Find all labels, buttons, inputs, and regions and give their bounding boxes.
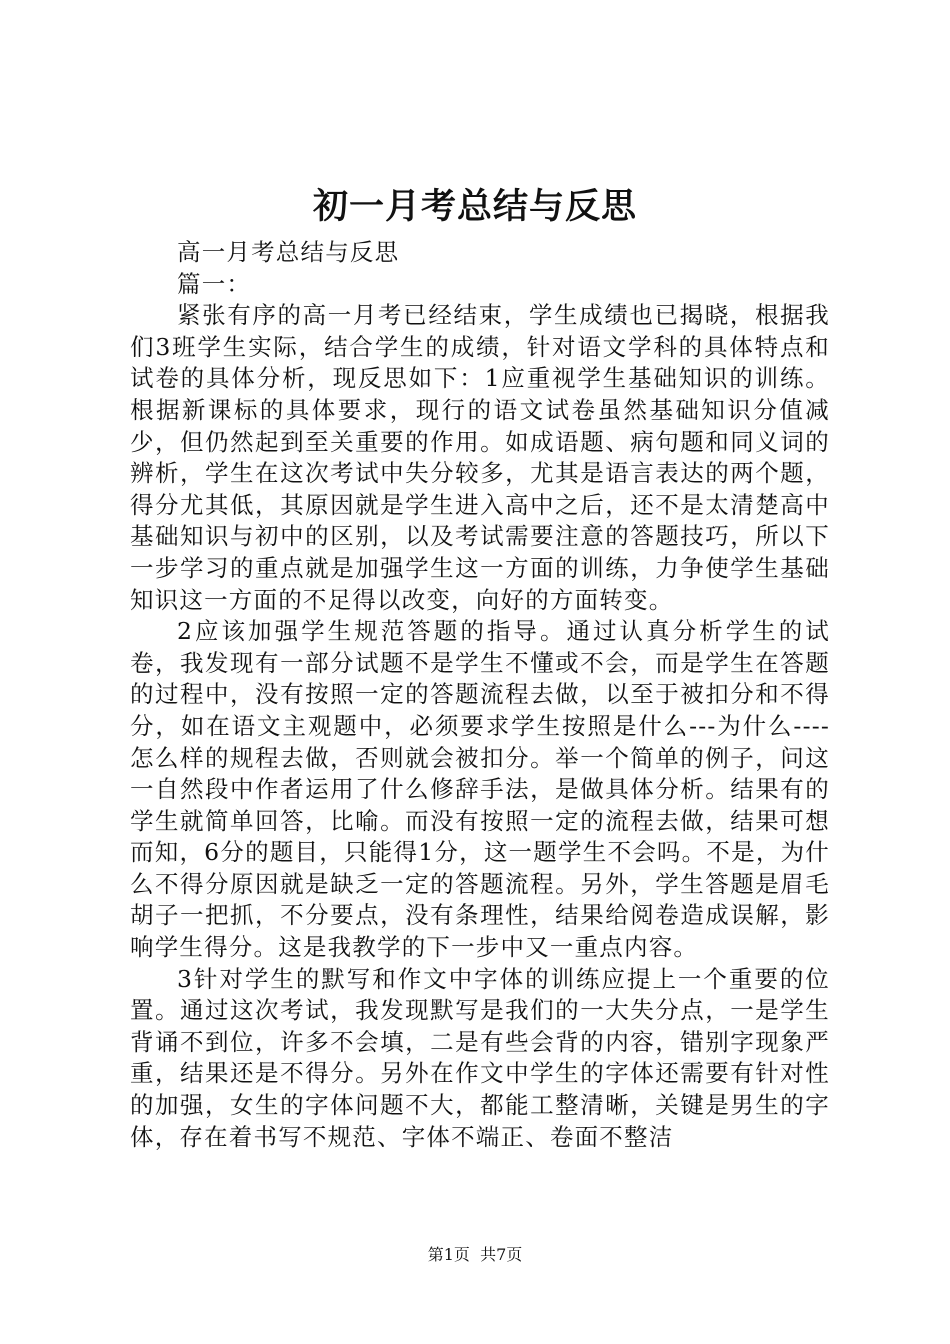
document-body — [130, 237, 830, 1153]
paragraph-3: 3针对学生的默写和作文中字体的训练应提上一个重要的位置。通过这次考试，我发现默写是我们的一大失分点，一是学生背诵不到位，许多不会填，二是有些会背的内容，错别字现象严重，结果还是不得分。另外在作文中学生的字体还需要有针对性的加强，女生的字体问题不大，都能工整清晰，关键是男生的字体，存在着书写不规范、字体不端正、卷面不整洁 — [130, 964, 830, 1151]
page-title: 初一月考总结与反思 — [312, 186, 637, 227]
footer-page-suffix: 页 — [506, 1245, 523, 1264]
paragraph-1: 紧张有序的高一月考已经结束，学生成绩也已揭晓，根据我们3班学生实际，结合学生的成绩，针对语文学科的具体特点和试卷的具体分析，现反思如下：1应重视学生基础知识的训练。根据新课标的具体要求，现行的语文试卷虽然基础知识分值减少，但仍然起到至关重要的作用。如成语题、病句题和同义词的辨析，学生在这次考试中失分较多，尤其是语言表达的两个题，得分尤其低，其原因就是学生进入高中之后，还不是太清楚高中基础知识与初中的区别，以及考试需要注意的答题技巧，所以下一步学习的重点就是加强学生这一方面的训练，力争使学生基础知识这一方面的不足得以改变，向好的方面转变。 — [130, 301, 830, 614]
footer-page-total: 7 — [496, 1245, 507, 1264]
page-footer — [0, 1244, 950, 1266]
footer-page-mid: 页 共 — [453, 1245, 497, 1264]
footer-page-number: 1 — [443, 1245, 454, 1264]
paragraph-2: 2应该加强学生规范答题的指导。通过认真分析学生的试卷，我发现有一部分试题不是学生不懂或不会，而是学生在答题的过程中，没有按照一定的答题流程去做，以至于被扣分和不得分，如在语文主观题中，必须要求学生按照是什么---为什么----怎么样的规程去做，否则就会被扣分。举一个简单的例子，问这一自然段中作者运用了什么修辞手法，是做具体分析。结果有的学生就简单回答，比喻。而没有按照一定的流程去做，结果可想而知，6分的题目，只能得1分，这一题学生不会吗。不是，为什么不得分原因就是缺乏一定的答题流程。另外，学生答题是眉毛胡子一把抓，不分要点，没有条理性，结果给阅卷造成误解，影响学生得分。这是我教学的下一步中又一重点内容。 — [130, 617, 830, 962]
footer-page-prefix: 第 — [427, 1245, 444, 1264]
subtitle-line: 高一月考总结与反思 — [177, 238, 400, 266]
section-label: 篇一： — [177, 269, 252, 298]
